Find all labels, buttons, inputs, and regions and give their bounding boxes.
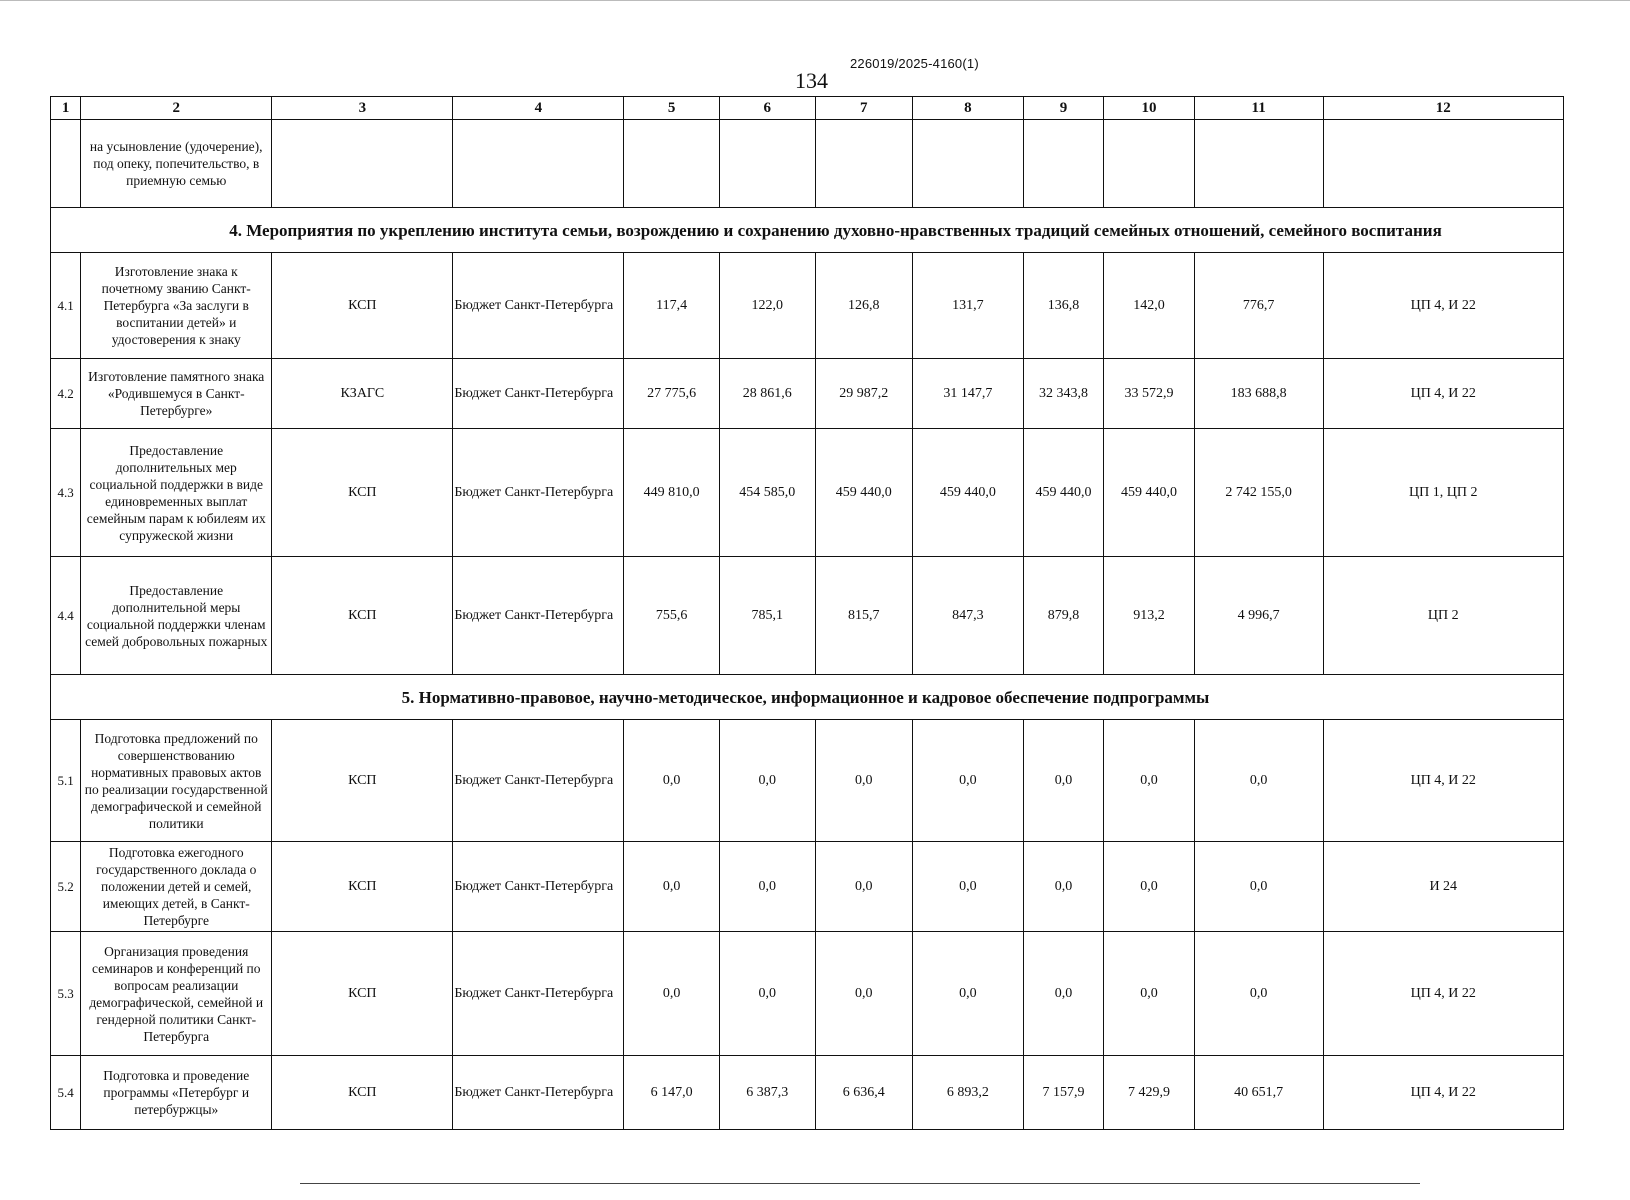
value-col-5: 0,0	[624, 842, 720, 932]
table-row	[51, 1056, 1564, 1130]
row-number: 4.4	[51, 557, 81, 675]
value-col-8: 459 440,0	[913, 429, 1024, 557]
continuation-num-cell	[51, 120, 81, 208]
value-col-5: 27 775,6	[624, 359, 720, 429]
column-header-6: 6	[719, 97, 815, 120]
table-row	[51, 429, 1564, 557]
executor: КСП	[272, 842, 453, 932]
value-col-11-total: 183 688,8	[1194, 359, 1323, 429]
row-number: 5.3	[51, 932, 81, 1056]
program-activities-table	[50, 96, 1564, 1130]
indicators: ЦП 2	[1323, 557, 1564, 675]
value-col-9: 0,0	[1023, 842, 1103, 932]
indicators: ЦП 4, И 22	[1323, 932, 1564, 1056]
value-col-6: 28 861,6	[719, 359, 815, 429]
activity-name: Подготовка и проведение программы «Петербург и петербуржцы»	[81, 1056, 272, 1130]
column-header-3: 3	[272, 97, 453, 120]
value-col-6: 122,0	[719, 253, 815, 359]
indicators: ЦП 4, И 22	[1323, 720, 1564, 842]
value-col-10: 913,2	[1104, 557, 1195, 675]
value-col-10: 0,0	[1104, 932, 1195, 1056]
column-header-11: 11	[1194, 97, 1323, 120]
value-col-5: 6 147,0	[624, 1056, 720, 1130]
column-header-5: 5	[624, 97, 720, 120]
value-col-8: 6 893,2	[913, 1056, 1024, 1130]
section-4-heading-row	[51, 208, 1564, 253]
funding-source: Бюджет Санкт-Петербурга	[453, 1056, 624, 1130]
value-col-10: 7 429,9	[1104, 1056, 1195, 1130]
value-col-6: 0,0	[719, 842, 815, 932]
row-number: 4.1	[51, 253, 81, 359]
indicators: ЦП 1, ЦП 2	[1323, 429, 1564, 557]
value-col-7: 126,8	[815, 253, 913, 359]
empty-cell	[1023, 120, 1103, 208]
row-number: 5.1	[51, 720, 81, 842]
column-header-4: 4	[453, 97, 624, 120]
column-header-1: 1	[51, 97, 81, 120]
value-col-9: 136,8	[1023, 253, 1103, 359]
activity-name: Изготовление знака к почетному званию Санкт-Петербурга «За заслуги в воспитании детей» и удостоверения к знаку	[81, 253, 272, 359]
value-col-5: 449 810,0	[624, 429, 720, 557]
scan-top-edge	[0, 0, 1630, 1]
value-col-11-total: 40 651,7	[1194, 1056, 1323, 1130]
executor: КСП	[272, 1056, 453, 1130]
table-row	[51, 253, 1564, 359]
column-header-7: 7	[815, 97, 913, 120]
empty-cell	[453, 120, 624, 208]
continuation-name-cell: на усыновление (удочерение), под опеку, попечительство, в приемную семью	[81, 120, 272, 208]
executor: КСП	[272, 429, 453, 557]
funding-source: Бюджет Санкт-Петербурга	[453, 557, 624, 675]
value-col-6: 785,1	[719, 557, 815, 675]
value-col-5: 0,0	[624, 932, 720, 1056]
value-col-9: 459 440,0	[1023, 429, 1103, 557]
funding-source: Бюджет Санкт-Петербурга	[453, 253, 624, 359]
value-col-6: 0,0	[719, 720, 815, 842]
indicators: ЦП 4, И 22	[1323, 1056, 1564, 1130]
value-col-7: 6 636,4	[815, 1056, 913, 1130]
indicators: ЦП 4, И 22	[1323, 359, 1564, 429]
table-row	[51, 932, 1564, 1056]
value-col-7: 29 987,2	[815, 359, 913, 429]
column-number-row	[51, 97, 1564, 120]
row-number: 4.3	[51, 429, 81, 557]
value-col-7: 0,0	[815, 842, 913, 932]
executor: КСП	[272, 932, 453, 1056]
empty-cell	[913, 120, 1024, 208]
document-registration-number: 226019/2025-4160(1)	[850, 56, 979, 71]
value-col-5: 0,0	[624, 720, 720, 842]
value-col-7: 815,7	[815, 557, 913, 675]
column-header-9: 9	[1023, 97, 1103, 120]
value-col-8: 0,0	[913, 932, 1024, 1056]
value-col-11-total: 0,0	[1194, 720, 1323, 842]
value-col-11-total: 0,0	[1194, 932, 1323, 1056]
value-col-8: 131,7	[913, 253, 1024, 359]
value-col-9: 0,0	[1023, 720, 1103, 842]
indicators: И 24	[1323, 842, 1564, 932]
scan-bottom-rule	[300, 1183, 1420, 1184]
row-number: 4.2	[51, 359, 81, 429]
value-col-11-total: 776,7	[1194, 253, 1323, 359]
value-col-7: 0,0	[815, 720, 913, 842]
section-5-heading-row	[51, 675, 1564, 720]
page-number: 134	[795, 68, 828, 93]
funding-source: Бюджет Санкт-Петербурга	[453, 720, 624, 842]
activity-name: Изготовление памятного знака «Родившемуся в Санкт-Петербурге»	[81, 359, 272, 429]
column-header-8: 8	[913, 97, 1024, 120]
value-col-10: 0,0	[1104, 720, 1195, 842]
value-col-9: 7 157,9	[1023, 1056, 1103, 1130]
value-col-11-total: 0,0	[1194, 842, 1323, 932]
value-col-8: 31 147,7	[913, 359, 1024, 429]
table-row	[51, 557, 1564, 675]
funding-source: Бюджет Санкт-Петербурга	[453, 932, 624, 1056]
activity-name: Подготовка предложений по совершенствованию нормативных правовых актов по реализации государственной демографической и семейной политики	[81, 720, 272, 842]
empty-cell	[1323, 120, 1564, 208]
funding-source: Бюджет Санкт-Петербурга	[453, 842, 624, 932]
executor: КСП	[272, 253, 453, 359]
section-4-title: 4. Мероприятия по укреплению института семьи, возрождению и сохранению духовно-нравственных традиций семейных отношений, семейного воспитания	[51, 208, 1564, 253]
empty-cell	[272, 120, 453, 208]
activity-name: Организация проведения семинаров и конференций по вопросам реализации демографической, семейной и гендерной политики Санкт-Петербурга	[81, 932, 272, 1056]
value-col-10: 459 440,0	[1104, 429, 1195, 557]
value-col-11-total: 4 996,7	[1194, 557, 1323, 675]
activity-name: Предоставление дополнительных мер социальной поддержки в виде единовременных выплат семейным парам к юбилеям их супружеской жизни	[81, 429, 272, 557]
value-col-8: 0,0	[913, 720, 1024, 842]
value-col-10: 0,0	[1104, 842, 1195, 932]
empty-cell	[719, 120, 815, 208]
value-col-8: 847,3	[913, 557, 1024, 675]
table-header	[51, 97, 1564, 120]
funding-source: Бюджет Санкт-Петербурга	[453, 359, 624, 429]
row-number: 5.2	[51, 842, 81, 932]
funding-source: Бюджет Санкт-Петербурга	[453, 429, 624, 557]
section-5-title: 5. Нормативно-правовое, научно-методическое, информационное и кадровое обеспечение подпрограммы	[51, 675, 1564, 720]
continuation-row	[51, 120, 1564, 208]
row-number: 5.4	[51, 1056, 81, 1130]
value-col-9: 879,8	[1023, 557, 1103, 675]
column-header-12: 12	[1323, 97, 1564, 120]
value-col-6: 0,0	[719, 932, 815, 1056]
empty-cell	[815, 120, 913, 208]
executor: КЗАГС	[272, 359, 453, 429]
value-col-5: 117,4	[624, 253, 720, 359]
value-col-11-total: 2 742 155,0	[1194, 429, 1323, 557]
value-col-10: 33 572,9	[1104, 359, 1195, 429]
value-col-5: 755,6	[624, 557, 720, 675]
column-header-2: 2	[81, 97, 272, 120]
value-col-9: 32 343,8	[1023, 359, 1103, 429]
table-row	[51, 359, 1564, 429]
executor: КСП	[272, 720, 453, 842]
value-col-10: 142,0	[1104, 253, 1195, 359]
activity-name: Предоставление дополнительной меры социальной поддержки членам семей добровольных пожарных	[81, 557, 272, 675]
value-col-8: 0,0	[913, 842, 1024, 932]
value-col-6: 6 387,3	[719, 1056, 815, 1130]
value-col-7: 0,0	[815, 932, 913, 1056]
value-col-9: 0,0	[1023, 932, 1103, 1056]
executor: КСП	[272, 557, 453, 675]
column-header-10: 10	[1104, 97, 1195, 120]
value-col-6: 454 585,0	[719, 429, 815, 557]
activity-name: Подготовка ежегодного государственного доклада о положении детей и семей, имеющих детей, в Санкт-Петербурге	[81, 842, 272, 932]
indicators: ЦП 4, И 22	[1323, 253, 1564, 359]
empty-cell	[1104, 120, 1195, 208]
value-col-7: 459 440,0	[815, 429, 913, 557]
table-row	[51, 720, 1564, 842]
empty-cell	[624, 120, 720, 208]
table-row	[51, 842, 1564, 932]
empty-cell	[1194, 120, 1323, 208]
table-body	[51, 120, 1564, 1130]
